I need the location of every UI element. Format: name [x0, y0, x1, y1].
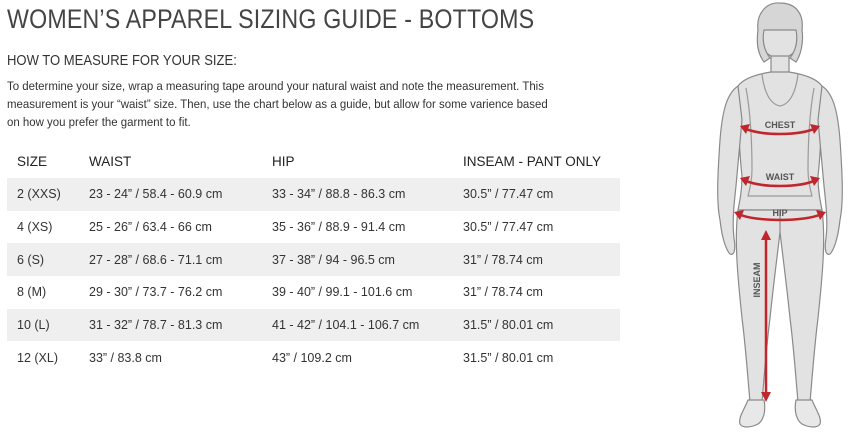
table-row — [7, 309, 620, 342]
cell-waist: 33” / 83.8 cm — [89, 350, 162, 365]
cell-size: 2 (XXS) — [7, 178, 79, 211]
how-to-line: measurement is your “waist” size. Then, use the chart below as a guide, but allow for some varience based — [7, 97, 548, 111]
table-header-row — [7, 145, 620, 178]
table-row — [7, 243, 620, 276]
inseam-label: INSEAM — [752, 262, 762, 298]
how-to-text — [7, 77, 602, 131]
cell-hip: 33 - 34” / 88.8 - 86.3 cm — [262, 178, 453, 211]
cell-hip: 37 - 38” / 94 - 96.5 cm — [262, 243, 453, 276]
how-to-line: To determine your size, wrap a measuring tape around your natural waist and note the measurement. This — [7, 79, 544, 93]
cell-waist: 23 - 24” / 58.4 - 60.9 cm — [79, 178, 262, 211]
how-to-heading: HOW TO MEASURE FOR YOUR SIZE: — [7, 53, 237, 69]
cell-size: 10 (L) — [7, 309, 79, 342]
cell-inseam: 31.5” / 80.01 cm — [453, 309, 620, 342]
cell-waist: 27 - 28” / 68.6 - 71.1 cm — [79, 243, 262, 276]
cell-inseam: 30.5” / 77.47 cm — [453, 178, 620, 211]
body-figure-illustration — [700, 0, 867, 438]
page-title: WOMEN’S APPAREL SIZING GUIDE - BOTTOMS — [7, 4, 535, 34]
cell-inseam: 31” / 78.74 cm — [463, 285, 543, 300]
header-size: SIZE — [17, 154, 48, 169]
hip-label: HIP — [772, 208, 788, 218]
cell-hip: 43” / 109.2 cm — [272, 350, 352, 365]
how-to-line: on how you prefer the garment to fit. — [7, 115, 191, 129]
cell-waist: 29 - 30” / 73.7 - 76.2 cm — [89, 285, 223, 300]
header-hip: HIP — [272, 154, 295, 169]
table-row — [7, 178, 620, 211]
cell-size: 12 (XL) — [17, 350, 58, 365]
cell-size: 4 (XS) — [17, 220, 53, 235]
cell-inseam: 30.5” / 77.47 cm — [463, 220, 554, 235]
cell-waist: 31 - 32” / 78.7 - 81.3 cm — [79, 309, 262, 342]
cell-size: 6 (S) — [7, 243, 79, 276]
cell-inseam: 31” / 78.74 cm — [453, 243, 620, 276]
header-waist: WAIST — [89, 154, 132, 169]
cell-waist: 25 - 26” / 63.4 - 66 cm — [89, 220, 212, 235]
size-table — [7, 145, 620, 374]
cell-hip: 35 - 36” / 88.9 - 91.4 cm — [272, 220, 406, 235]
table-row — [7, 276, 620, 309]
header-inseam: INSEAM - PANT ONLY — [463, 154, 602, 169]
cell-hip: 39 - 40” / 99.1 - 101.6 cm — [272, 285, 413, 300]
cell-hip: 41 - 42” / 104.1 - 106.7 cm — [262, 309, 453, 342]
chest-label: CHEST — [764, 120, 796, 130]
table-row — [7, 341, 620, 374]
cell-size: 8 (M) — [17, 285, 47, 300]
table-row — [7, 211, 620, 244]
cell-inseam: 31.5” / 80.01 cm — [463, 350, 554, 365]
waist-label: WAIST — [765, 172, 795, 182]
